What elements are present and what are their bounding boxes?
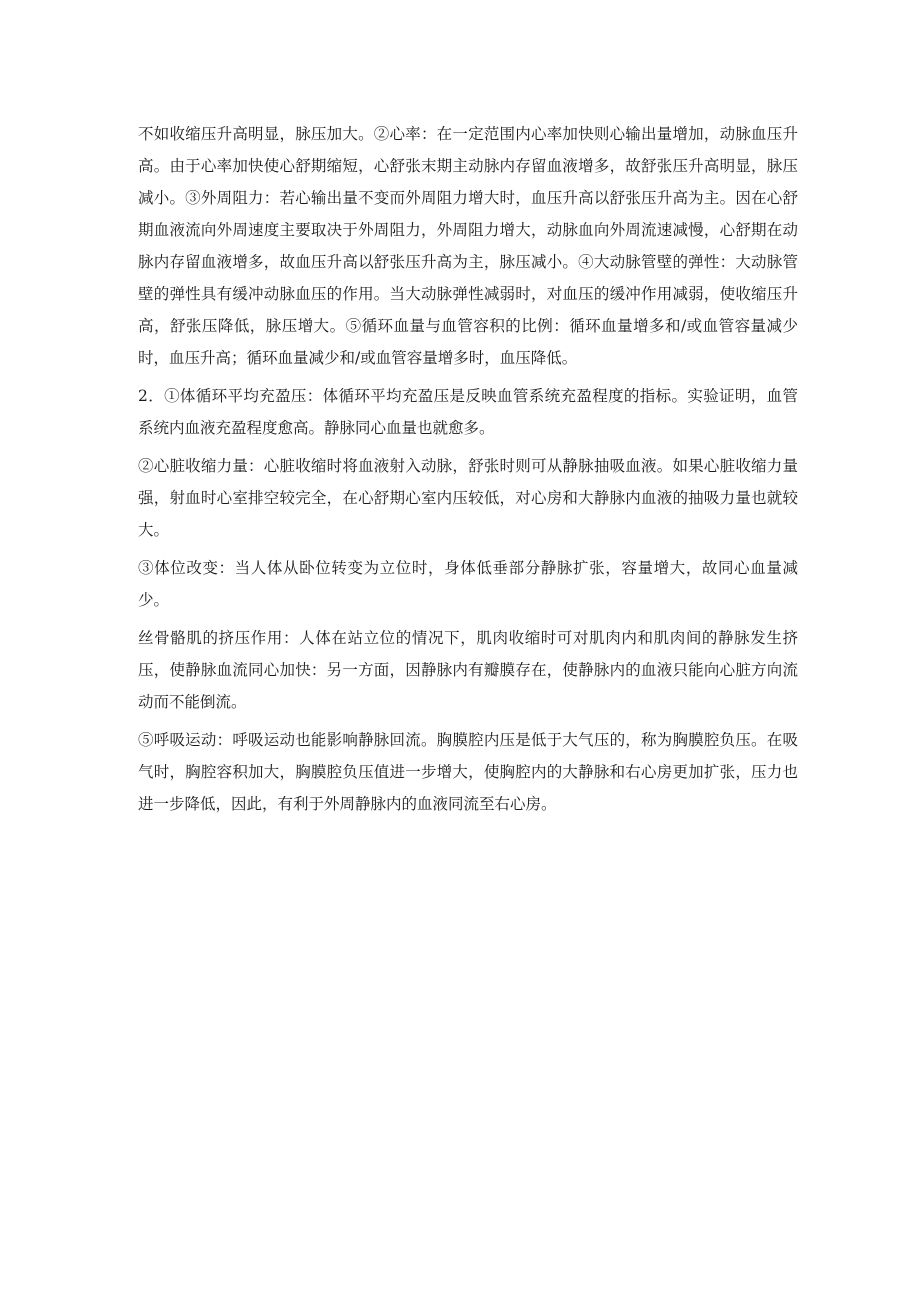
paragraph-blood-pressure-factors: 不如收缩压升高明显，脉压加大。②心率：在一定范围内心率加快则心输出量增加，动脉血压升高。由于心率加快使心舒期缩短，心舒张末期主动脉内存留血液增多，故舒张压升高明显，脉压减小。③外周阻力：若心输出量不变而外周阻力增大时，血压升高以舒张压升高为主。因在心舒期血液流向外周速度主要取决于外周阻力，外周阻力增大，动脉血向外周流速减慢，心舒期在动脉内存留血液增多，故血压升高以舒张压升高为主，脉压减小。④大动脉管壁的弹性：大动脉管壁的弹性具有缓冲动脉血压的作用。当大动脉弹性减弱时，对血压的缓冲作用减弱，使收缩压升高，舒张压降低，脉压增大。⑤循环血量与血管容积的比例：循环血量增多和/或血管容量减少时，血压升高；循环血量减少和/或血管容量增多时，血压降低。 xyxy=(138,125,798,367)
paragraph-skeletal-muscle-pump: 丝骨骼肌的挤压作用：人体在站立位的情况下，肌肉收缩时可对肌肉内和肌肉间的静脉发生挤压，使静脉血流同心加快：另一方面，因静脉内有瓣膜存在，使静脉内的血液只能向心脏方向流动而不能倒流。 xyxy=(138,629,798,711)
paragraph-respiratory-movement: ⑤呼吸运动：呼吸运动也能影响静脉回流。胸膜腔内压是低于大气压的，称为胸膜腔负压。在吸气时，胸腔容积加大，胸膜腔负压值进一步增大，使胸腔内的大静脉和右心房更加扩张，压力也进一步降低，因此，有利于外周静脉内的血液同流至右心房。 xyxy=(138,731,798,813)
paragraph-mean-filling-pressure: 2．①体循环平均充盈压：体循环平均充盈压是反映血管系统充盈程度的指标。实验证明，血管系统内血液充盈程度愈高。静脉同心血量也就愈多。 xyxy=(138,387,798,437)
document-body xyxy=(138,118,798,826)
paragraph-cardiac-contractility: ②心脏收缩力量：心脏收缩时将血液射入动脉，舒张时则可从静脉抽吸血液。如果心脏收缩力量强，射血时心室排空较完全，在心舒期心室内压较低，对心房和大静脉内血液的抽吸力量也就较大。 xyxy=(138,457,798,539)
paragraph-body-position: ③体位改变：当人体从卧位转变为立位时，身体低垂部分静脉扩张，容量增大，故同心血量减少。 xyxy=(138,559,798,609)
